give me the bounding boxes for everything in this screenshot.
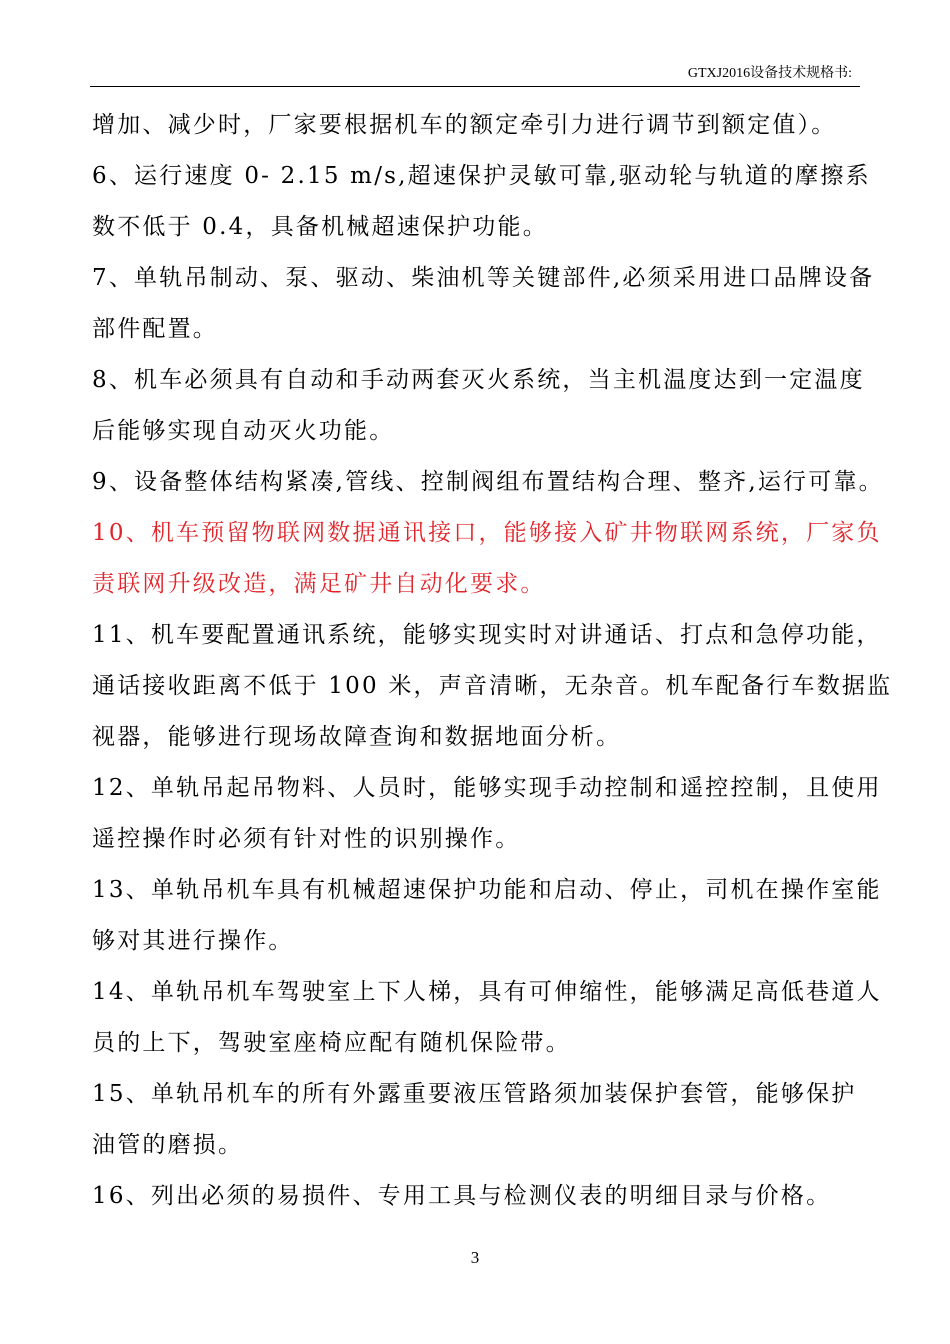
text-line: 9、设备整体结构紧凑,管线、控制阀组布置结构合理、整齐,运行可靠。 xyxy=(92,469,884,495)
page-number: 3 xyxy=(470,1248,480,1267)
page-header xyxy=(90,62,860,87)
header-title: GTXJ2016设备技术规格书: xyxy=(687,66,852,81)
text-line: 12、单轨吊起吊物料、人员时，能够实现手动控制和遥控控制，且使用 xyxy=(92,775,882,801)
text-line: 11、机车要配置通讯系统，能够实现实时对讲通话、打点和急停功能， xyxy=(92,622,882,648)
text-line: 增加、减少时，厂家要根据机车的额定牵引力进行调节到额定值）。 xyxy=(92,112,837,138)
text-line: 14、单轨吊机车驾驶室上下人梯，具有可伸缩性，能够满足高低巷道人 xyxy=(92,979,882,1005)
text-line: 13、单轨吊机车具有机械超速保护功能和启动、停止，司机在操作室能 xyxy=(92,877,882,903)
text-line: 遥控操作时必须有针对性的识别操作。 xyxy=(92,826,521,852)
text-line: 6、运行速度 0- 2.15 m/s,超速保护灵敏可靠,驱动轮与轨道的摩擦系 xyxy=(92,163,871,189)
text-line: 15、单轨吊机车的所有外露重要液压管路须加装保护套管，能够保护 xyxy=(92,1081,857,1107)
highlighted-text-line: 责联网升级改造，满足矿井自动化要求。 xyxy=(92,571,546,597)
text-line: 通话接收距离不低于 100 米，声音清晰，无杂音。机车配备行车数据监 xyxy=(92,673,893,699)
text-line: 员的上下，驾驶室座椅应配有随机保险带。 xyxy=(92,1030,571,1056)
text-line: 16、列出必须的易损件、专用工具与检测仪表的明细目录与价格。 xyxy=(92,1183,832,1209)
text-line: 视器，能够进行现场故障查询和数据地面分析。 xyxy=(92,724,622,750)
text-line: 数不低于 0.4，具备机械超速保护功能。 xyxy=(92,214,548,240)
document-body xyxy=(92,100,893,1222)
text-line: 后能够实现自动灭火功能。 xyxy=(92,418,395,444)
text-line: 油管的磨损。 xyxy=(92,1132,244,1158)
highlighted-text-line: 10、机车预留物联网数据通讯接口，能够接入矿井物联网系统，厂家负 xyxy=(92,520,882,546)
text-line: 部件配置。 xyxy=(92,316,218,342)
text-line: 8、机车必须具有自动和手动两套灭火系统，当主机温度达到一定温度 xyxy=(92,367,865,393)
text-line: 够对其进行操作。 xyxy=(92,928,294,954)
text-line: 7、单轨吊制动、泵、驱动、柴油机等关键部件,必须采用进口品牌设备 xyxy=(92,265,875,291)
